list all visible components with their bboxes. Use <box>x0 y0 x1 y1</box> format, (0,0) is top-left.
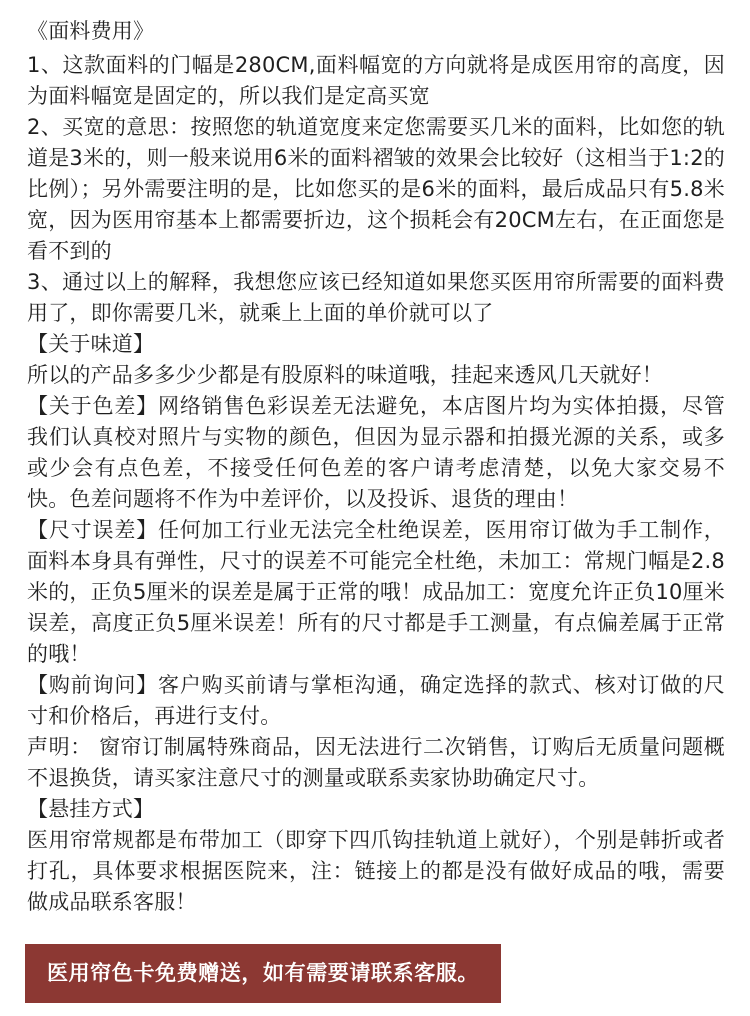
paragraph-item-2: 2、买宽的意思：按照您的轨道宽度来定您需要买几米的面料，比如您的轨道是3米的，则一般来说用6米的面料褶皱的效果会比较好（这相当于1:2的比例）；另外需要注明的是，比如您买的是6米的面料，最后成品只有5.8米宽，因为医用帘基本上都需要折边，这个损耗会有20CM左右，在正面您是看不到的 <box>27 115 725 263</box>
section-color-difference <box>25 391 725 515</box>
section-heading-pre-purchase-inquiry: 【购前询问】 <box>27 673 158 697</box>
section-body-pre-purchase-inquiry: 客户购买前请与掌柜沟通，确定选择的款式、核对订做的尺寸和价格后，再进行支付。 <box>27 673 725 728</box>
section-heading-hanging-method: 【悬挂方式】 <box>27 797 155 821</box>
section-heading-smell: 【关于味道】 <box>27 332 155 356</box>
section-heading-statement: 声明： <box>27 735 92 759</box>
fabric-cost-document <box>25 14 725 918</box>
section-body-smell: 所以的产品多多少少都是有股原料的味道哦，挂起来透风几天就好！ <box>27 363 663 387</box>
section-body-statement: 窗帘订制属特殊商品，因无法进行二次销售，订购后无质量问题概不退换货，请买家注意尺寸的测量或联系卖家协助确定尺寸。 <box>27 735 725 790</box>
document-title: 《面料费用》 <box>27 19 155 43</box>
paragraph-item-3: 3、通过以上的解释，我想您应该已经知道如果您买医用帘所需要的面料费用了，即你需要几米，就乘上上面的单价就可以了 <box>27 270 725 325</box>
paragraph-item-1: 1、这款面料的门幅是280CM,面料幅宽的方向就将是成医用帘的高度，因为面料幅宽是固定的，所以我们是定高买宽 <box>27 53 725 108</box>
section-body-hanging-method: 医用帘常规都是布带加工（即穿下四爪钩挂轨道上就好），个别是韩折或者打孔，具体要求根据医院来，注：链接上的都是没有做好成品的哦，需要做成品联系客服！ <box>27 828 725 914</box>
section-statement <box>25 732 725 794</box>
color-card-promo-banner: 医用帘色卡免费赠送，如有需要请联系客服。 <box>25 944 501 1003</box>
promo-banner-wrap <box>25 944 725 1003</box>
section-body-color-difference: 网络销售色彩误差无法避免，本店图片均为实体拍摄，尽管我们认真校对照片与实物的颜色，但因为显示器和拍摄光源的关系，或多或少会有点色差，不接受任何色差的客户请考虑清楚，以免大家交易不快。色差问题将不作为中差评价，以及投诉、退货的理由！ <box>27 394 725 511</box>
section-body-size-tolerance: 任何加工行业无法完全杜绝误差，医用帘订做为手工制作，面料本身具有弹性，尺寸的误差不可能完全杜绝，未加工：常规门幅是2.8米的，正负5厘米的误差是属于正常的哦！成品加工：宽度允许正负10厘米误差，高度正负5厘米误差！所有的尺寸都是手工测量，有点偏差属于正常的哦！ <box>27 518 725 666</box>
section-size-tolerance <box>25 515 725 670</box>
section-pre-purchase-inquiry <box>25 670 725 732</box>
section-heading-color-difference: 【关于色差】 <box>27 394 158 418</box>
section-heading-size-tolerance: 【尺寸误差】 <box>27 518 158 542</box>
